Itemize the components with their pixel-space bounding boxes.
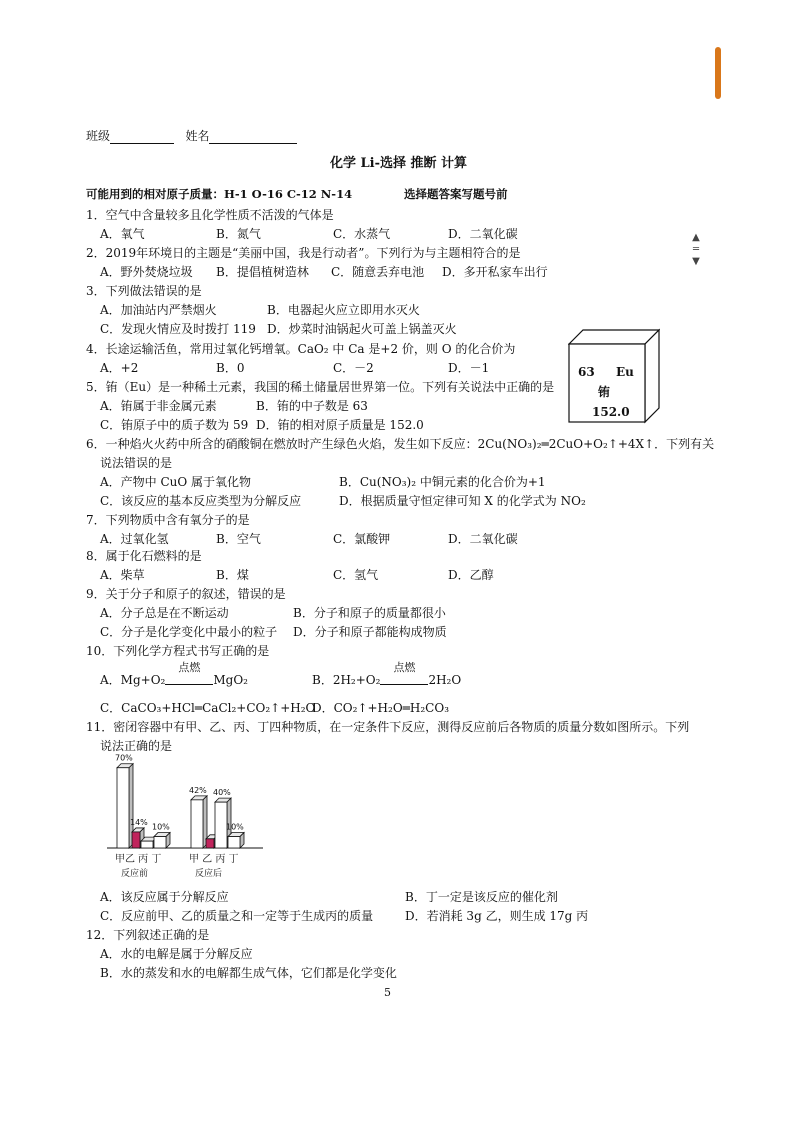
- name-blank[interactable]: [209, 131, 297, 144]
- scroll-handle-icon[interactable]: ═: [692, 244, 700, 255]
- option: A．氧气: [100, 227, 145, 241]
- bar-data-label: 14%: [130, 817, 148, 827]
- option: D．炒菜时油锅起火可盖上锅盖灭火: [267, 322, 457, 336]
- option: D．乙醇: [448, 568, 494, 582]
- option: C．发现火情应及时拨打 119: [100, 322, 256, 336]
- question-stem: 4．长途运输活鱼，常用过氧化钙增氧。CaO₂ 中 Ca 是+2 价，则 O 的化合价为: [86, 342, 516, 356]
- option: A．分子总是在不断运动: [100, 606, 229, 620]
- condition-label: 点燃: [393, 661, 416, 674]
- page-edge-marker: [715, 47, 721, 99]
- option: B．Cu(NO₃)₂ 中铜元素的化合价为+1: [339, 475, 546, 489]
- equation-a: [100, 661, 248, 688]
- element-symbol: Eu: [616, 365, 634, 379]
- option: D．CO₂↑+H₂O═H₂CO₃: [312, 701, 450, 715]
- question-stem: 7．下列物质中含有氧分子的是: [86, 513, 250, 527]
- bar: [132, 832, 140, 848]
- option: D．若消耗 3g 乙，则生成 17g 丙: [405, 909, 589, 923]
- question-stem: 5．铕（Eu）是一种稀土元素，我国的稀土储量居世界第一位。下列有关说法中正确的是: [86, 380, 555, 394]
- option: B．煤: [216, 568, 249, 582]
- option: B．空气: [216, 532, 261, 546]
- option: C．水蒸气: [333, 227, 391, 241]
- option: D．二氧化碳: [448, 227, 518, 241]
- arrow-line: [165, 677, 213, 685]
- option: B．丁一定是该反应的催化剂: [405, 890, 558, 904]
- condition-arrow: [165, 661, 213, 688]
- chart-svg: [105, 752, 265, 884]
- option: B．分子和原子的质量都很小: [293, 606, 446, 620]
- category-labels: 甲乙 丙 丁: [115, 854, 162, 865]
- option: D．铕的相对原子质量是 152.0: [256, 418, 424, 432]
- name-line: [86, 128, 297, 144]
- option: D．分子和原子都能构成物质: [293, 625, 447, 639]
- option: C．分子是化学变化中最小的粒子: [100, 625, 278, 639]
- option: A．水的电解是属于分解反应: [100, 947, 253, 961]
- option: C．反应前甲、乙的质量之和一定等于生成丙的质量: [100, 909, 374, 923]
- option: C．－2: [333, 361, 374, 375]
- equation-b-right: 2H₂O: [428, 673, 462, 687]
- option: B．电器起火应立即用水灭火: [267, 303, 420, 317]
- scroll-control[interactable]: [687, 232, 705, 272]
- question-stem: 1．空气中含量较多且化学性质不活泼的气体是: [86, 208, 334, 222]
- condition-label: 点燃: [178, 661, 201, 674]
- option: A．野外焚烧垃圾: [100, 265, 193, 279]
- option: C．氯酸钾: [333, 532, 391, 546]
- option: B．氮气: [216, 227, 261, 241]
- bar-data-label: 10%: [152, 822, 170, 832]
- option: D．根据质量守恒定律可知 X 的化学式为 NO₂: [339, 494, 586, 508]
- equation-a-left: A．Mg+O₂: [100, 673, 166, 687]
- equation-b-left: B．2H₂+O₂: [312, 673, 381, 687]
- option: B．铕的中子数是 63: [256, 399, 368, 413]
- question-stem-cont: 说法正确的是: [100, 739, 173, 753]
- condition-arrow: [380, 661, 428, 688]
- class-blank[interactable]: [110, 131, 174, 144]
- scroll-down-icon[interactable]: ▼: [692, 256, 700, 267]
- bar: [141, 841, 153, 848]
- option: A．该反应属于分解反应: [100, 890, 229, 904]
- bar-data-label: 10%: [226, 822, 244, 832]
- option: D．多开私家车出行: [442, 265, 548, 279]
- page-number: 5: [384, 986, 391, 999]
- option: A．柴草: [100, 568, 145, 582]
- class-label: 班级: [86, 129, 111, 143]
- question-stem: 11．密闭容器中有甲、乙、丙、丁四种物质，在一定条件下反应，测得反应前后各物质的质量分数如图所示。下列: [86, 720, 690, 734]
- group-label: 反应前: [121, 869, 149, 879]
- arrow-line: [380, 677, 428, 685]
- name-label: 姓名: [185, 129, 210, 143]
- group-label: 反应后: [195, 869, 223, 879]
- bar: [117, 768, 129, 848]
- option: B．提倡植树造林: [216, 265, 309, 279]
- question-stem: 9．关于分子和原子的叙述，错误的是: [86, 587, 286, 601]
- element-name: 铕: [598, 385, 611, 399]
- option: B．0: [216, 361, 245, 375]
- answer-note: 选择题答案写题号前: [404, 187, 508, 201]
- question-stem: 3．下列做法错误的是: [86, 284, 202, 298]
- question-stem-cont: 说法错误的是: [100, 456, 173, 470]
- option: C．该反应的基本反应类型为分解反应: [100, 494, 302, 508]
- option: C．随意丢弃电池: [331, 265, 425, 279]
- atomic-number: 63: [578, 365, 595, 379]
- bar: [154, 837, 166, 848]
- bar: [228, 837, 240, 848]
- question-stem: 12．下列叙述正确的是: [86, 928, 210, 942]
- option: B．水的蒸发和水的电解都生成气体，它们都是化学变化: [100, 966, 397, 980]
- question-stem: 8．属于化石燃料的是: [86, 549, 202, 563]
- bar: [206, 839, 214, 848]
- option: D．二氧化碳: [448, 532, 518, 546]
- question-stem: 2．2019年环境日的主题是“美丽中国，我是行动者”。下列行为与主题相符合的是: [86, 246, 521, 260]
- bar-data-label: 70%: [115, 753, 133, 763]
- option: A．+2: [100, 361, 139, 375]
- option: A．过氧化氢: [100, 532, 169, 546]
- bar-data-label: 40%: [213, 788, 231, 798]
- mass-fraction-chart: [105, 752, 265, 884]
- option: C．CaCO₃+HCl═CaCl₂+CO₂↑+H₂O: [100, 701, 316, 715]
- atomic-masses: 可能用到的相对原子质量：H-1 O-16 C-12 N-14: [86, 187, 353, 201]
- category-labels: 甲 乙 丙 丁: [189, 854, 239, 865]
- equation-b: [312, 661, 462, 688]
- option: C．氢气: [333, 568, 379, 582]
- page-title: 化学 Li-选择 推断 计算: [330, 156, 468, 171]
- option: C．铕原子中的质子数为 59: [100, 418, 249, 432]
- equation-a-right: MgO₂: [213, 673, 248, 687]
- element-card: [568, 328, 660, 424]
- bar: [191, 800, 203, 848]
- question-stem: 10．下列化学方程式书写正确的是: [86, 644, 270, 658]
- bar-data-label: 42%: [189, 785, 207, 795]
- option: A．产物中 CuO 属于氧化物: [100, 475, 252, 489]
- option: A．加油站内严禁烟火: [100, 303, 217, 317]
- scroll-up-icon[interactable]: ▲: [692, 232, 700, 243]
- option: D．－1: [448, 361, 490, 375]
- question-stem: 6．一种焰火火药中所含的硝酸铜在燃放时产生绿色火焰，发生如下反应：2Cu(NO₃)₂═2CuO+O₂↑+4X↑．下列有关: [86, 437, 715, 451]
- option: A．铕属于非金属元素: [100, 399, 217, 413]
- atomic-mass: 152.0: [592, 405, 630, 419]
